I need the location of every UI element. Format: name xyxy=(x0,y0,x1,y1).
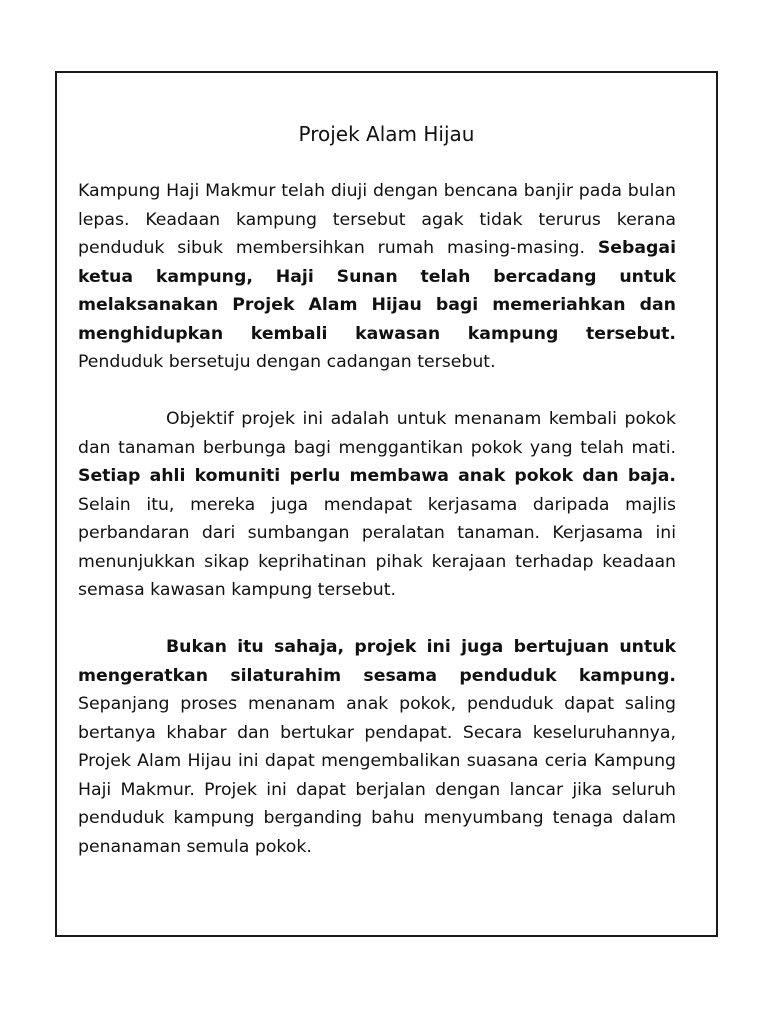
paragraph-2-segment-2: Setiap ahli komuniti perlu membawa anak pokok dan baja. xyxy=(78,466,676,486)
paragraph-1-segment-1: Kampung Haji Makmur telah diuji dengan bencana banjir pada bulan lepas. Keadaan kampung tersebut agak tidak terurus kerana penduduk sibuk membersihkan rumah masing-masing. xyxy=(78,181,676,258)
paragraph-3 xyxy=(78,633,676,861)
document-body xyxy=(78,177,676,890)
paragraph-2 xyxy=(78,405,676,605)
paragraph-3-segment-1: Bukan itu sahaja, projek ini juga bertujuan untuk mengeratkan silaturahim sesama penduduk kampung. xyxy=(78,637,676,686)
paragraph-1 xyxy=(78,177,676,377)
paragraph-1-segment-2: Sebagai ketua kampung, Haji Sunan telah bercadang untuk melaksanakan Projek Alam Hijau bagi memeriahkan dan menghidupkan kembali kawasan kampung tersebut. xyxy=(78,238,676,344)
document-title: Projek Alam Hijau xyxy=(298,122,475,146)
paragraph-1-segment-3: Penduduk bersetuju dengan cadangan tersebut. xyxy=(78,352,496,372)
document-frame xyxy=(55,71,718,937)
paragraph-2-segment-3: Selain itu, mereka juga mendapat kerjasama daripada majlis perbandaran dari sumbangan peralatan tanaman. Kerjasama ini menunjukkan sikap keprihatinan pihak kerajaan terhadap keadaan semasa kawasan kampung tersebut. xyxy=(78,494,676,600)
paragraph-3-segment-2: Sepanjang proses menanam anak pokok, penduduk dapat saling bertanya khabar dan bertukar pendapat. Secara keseluruhannya, Projek Alam Hijau ini dapat mengembalikan suasana ceria Kampung Haji Makmur. Projek ini dapat berjalan dengan lancar jika seluruh penduduk kampung berganding bahu menyumbang tenaga dalam penanaman semula pokok. xyxy=(78,694,676,857)
paragraph-2-segment-1: Objektif projek ini adalah untuk menanam kembali pokok dan tanaman berbunga bagi menggantikan pokok yang telah mati. xyxy=(78,409,676,458)
